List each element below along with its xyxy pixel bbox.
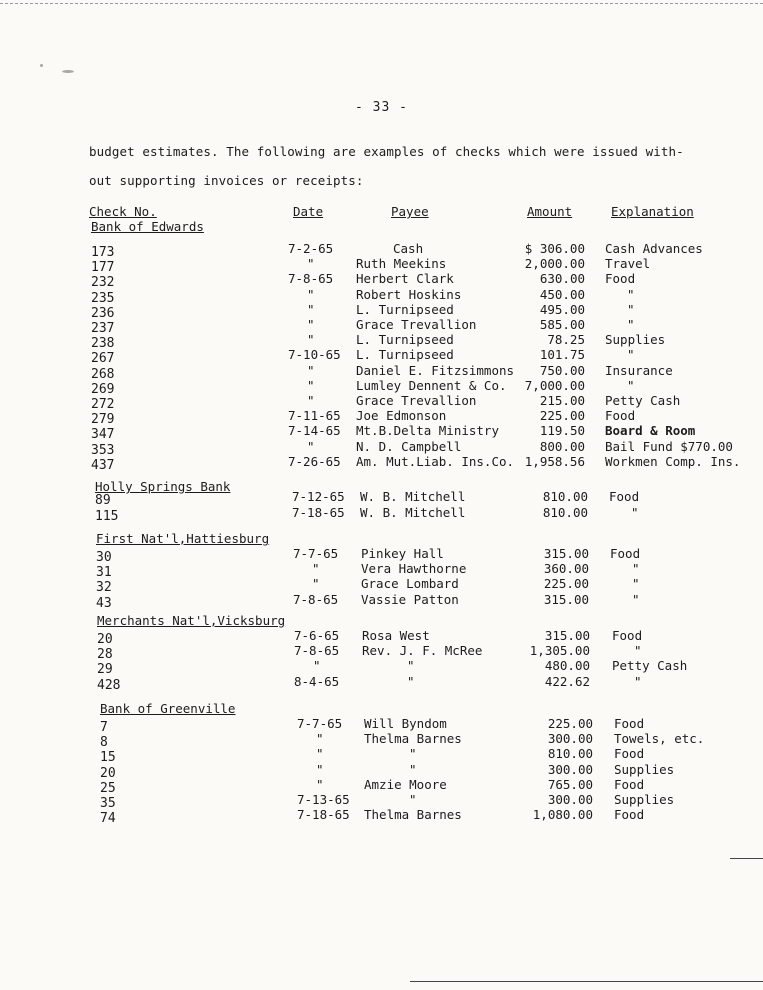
header-check-no: Check No. [89, 204, 157, 219]
check-number: 7 [100, 720, 108, 735]
check-amount: 2,000.00 [524, 256, 585, 272]
edge-mark [730, 858, 763, 859]
explanation: Food [610, 546, 641, 561]
table-row [0, 716, 763, 735]
check-date: " [307, 256, 315, 272]
payee-name: Thelma Barnes [364, 731, 462, 747]
header-amount: Amount [527, 204, 573, 219]
bank-name: First Nat'l,Hattiesburg [96, 531, 270, 546]
check-number: 30 [96, 550, 112, 565]
payee-name: Vera Hawthorne [361, 561, 467, 577]
check-amount: 300.00 [547, 792, 593, 807]
table-row [0, 241, 763, 260]
payee-name: N. D. Campbell [356, 438, 462, 454]
payee-name: Will Byndom [364, 716, 447, 731]
check-date: 7-7-65 [297, 716, 343, 731]
payee-name: Cash [393, 241, 424, 256]
check-amount: 585.00 [539, 317, 585, 332]
table-row [0, 393, 763, 412]
explanation: Food [614, 807, 645, 823]
table-row [0, 505, 763, 524]
check-date: " [307, 286, 315, 302]
bank-name: Bank of Edwards [91, 219, 204, 234]
table-row [0, 408, 763, 428]
table-row [0, 731, 763, 751]
smudge-mark [62, 70, 74, 73]
check-date: 7-18-65 [297, 807, 350, 823]
explanation: Petty Cash [612, 658, 688, 674]
check-number: 8 [100, 735, 108, 751]
check-date: 7-7-65 [293, 546, 339, 561]
check-number: 115 [95, 509, 119, 524]
check-number: 28 [97, 647, 113, 663]
check-date: " [312, 576, 320, 592]
payee-name: Rosa West [362, 628, 430, 643]
explanation: Food [614, 776, 645, 792]
check-date: 7-13-65 [297, 792, 350, 807]
explanation: Food [605, 408, 636, 424]
explanation: Travel [605, 256, 651, 272]
check-number: 29 [97, 662, 113, 678]
table-row [0, 673, 763, 693]
payee-name: " [409, 761, 417, 777]
check-amount: 495.00 [539, 301, 585, 317]
check-date: " [316, 731, 324, 747]
table-row [0, 792, 763, 811]
payee-name: Pinkey Hall [361, 546, 444, 561]
check-number: 32 [96, 580, 112, 596]
explanation: " [631, 505, 639, 520]
explanation: " [627, 301, 635, 317]
check-number: 236 [91, 305, 115, 321]
table-row [0, 271, 763, 291]
bank-name: Merchants Nat'l,Vicksburg [97, 613, 286, 628]
check-amount: 750.00 [539, 362, 585, 378]
payee-name: Ruth Meekins [356, 256, 447, 272]
explanation: Food [612, 628, 643, 643]
check-number: 43 [96, 595, 112, 611]
check-number: 437 [91, 457, 115, 473]
explanation: Food [614, 746, 645, 762]
payee-name: W. B. Mitchell [360, 505, 466, 520]
payee-name: " [407, 658, 415, 674]
table-row [0, 658, 763, 678]
check-number: 15 [100, 750, 116, 766]
explanation: " [632, 591, 640, 607]
payee-name: Lumley Dennent & Co. [356, 377, 507, 393]
explanation: " [627, 286, 635, 302]
bottom-edge-line [410, 981, 763, 982]
header-explanation: Explanation [611, 204, 694, 219]
check-number: 89 [95, 493, 111, 508]
check-amount: 225.00 [539, 408, 585, 424]
payee-name: L. Turnipseed [356, 332, 454, 348]
check-date: 8-4-65 [294, 673, 340, 689]
bank-name: Holly Springs Bank [95, 479, 231, 494]
payee-name: " [409, 746, 417, 762]
check-number: 20 [100, 765, 116, 781]
check-number: 232 [91, 275, 115, 291]
check-amount: 810.00 [547, 746, 593, 762]
check-date: 7-6-65 [294, 628, 340, 643]
check-date: 7-12-65 [292, 489, 345, 504]
check-amount: 765.00 [547, 776, 593, 792]
payee-name: L. Turnipseed [356, 301, 454, 317]
check-date: 7-14-65 [288, 423, 341, 439]
check-number: 31 [96, 565, 112, 581]
explanation: " [627, 317, 635, 332]
table-row [0, 301, 763, 321]
check-amount: 7,000.00 [524, 377, 585, 393]
table-row [0, 628, 763, 647]
check-amount: 119.50 [539, 423, 585, 439]
payee-name: " [407, 673, 415, 689]
table-row [0, 286, 763, 306]
check-date: " [307, 438, 315, 454]
table-row [0, 643, 763, 663]
check-number: 177 [91, 260, 115, 276]
check-amount: 215.00 [539, 393, 585, 408]
explanation: " [632, 576, 640, 592]
table-row [0, 746, 763, 766]
check-date: " [316, 776, 324, 792]
check-amount: $ 306.00 [524, 241, 585, 256]
explanation: Petty Cash [605, 393, 681, 408]
explanation: " [627, 377, 635, 393]
check-date: 7-8-65 [293, 591, 339, 607]
table-row [0, 423, 763, 443]
payee-name: Thelma Barnes [364, 807, 462, 823]
table-row [0, 362, 763, 382]
explanation: Food [614, 716, 645, 731]
payee-name: W. B. Mitchell [360, 489, 466, 504]
check-date: " [307, 332, 315, 348]
payee-name: Rev. J. F. McRee [362, 643, 483, 659]
check-amount: 450.00 [539, 286, 585, 302]
explanation: Workmen Comp. Ins. [605, 453, 741, 469]
check-number: 74 [100, 811, 116, 827]
payee-name: Daniel E. Fitzsimmons [356, 362, 515, 378]
explanation: Towels, etc. [614, 731, 705, 747]
check-date: " [307, 362, 315, 378]
explanation: " [634, 643, 642, 659]
check-amount: 1,958.56 [524, 453, 585, 469]
check-number: 235 [91, 290, 115, 306]
intro-line-2: out supporting invoices or receipts: [89, 173, 364, 188]
check-date: " [307, 377, 315, 393]
check-amount: 1,080.00 [532, 807, 593, 823]
check-amount: 315.00 [543, 591, 589, 607]
table-row [0, 256, 763, 276]
check-amount: 315.00 [544, 628, 590, 643]
explanation: " [627, 347, 635, 363]
explanation: Food [609, 489, 640, 504]
check-amount: 300.00 [547, 761, 593, 777]
payee-name: " [409, 792, 417, 807]
check-number: 269 [91, 381, 115, 397]
check-date: " [313, 658, 321, 674]
check-amount: 78.25 [547, 332, 585, 348]
check-number: 238 [91, 336, 115, 352]
table-row [0, 591, 763, 611]
check-date: " [316, 761, 324, 777]
check-amount: 810.00 [542, 505, 588, 520]
check-date: 7-10-65 [288, 347, 341, 363]
check-amount: 315.00 [543, 546, 589, 561]
table-row [0, 317, 763, 336]
check-number: 268 [91, 366, 115, 382]
explanation: Food [605, 271, 636, 287]
check-amount: 225.00 [547, 716, 593, 731]
check-number: 20 [97, 632, 113, 647]
payee-name: Grace Trevallion [356, 393, 477, 408]
payee-name: Joe Edmonson [356, 408, 447, 424]
check-date: 7-8-65 [294, 643, 340, 659]
check-date: " [316, 746, 324, 762]
check-amount: 101.75 [539, 347, 585, 363]
explanation: Insurance [605, 362, 673, 378]
check-date: " [307, 317, 315, 332]
explanation: Supplies [605, 332, 666, 348]
table-row [0, 453, 763, 473]
check-number: 428 [97, 677, 121, 693]
check-date: " [307, 393, 315, 408]
table-row [0, 347, 763, 367]
bank-name: Bank of Greenville [100, 701, 236, 716]
check-amount: 480.00 [544, 658, 590, 674]
explanation: Bail Fund $770.00 [605, 438, 733, 454]
payee-name: L. Turnipseed [356, 347, 454, 363]
explanation: " [632, 561, 640, 577]
check-amount: 422.62 [544, 673, 590, 689]
check-date: 7-8-65 [288, 271, 334, 287]
table-row [0, 546, 763, 565]
check-date: 7-18-65 [292, 505, 345, 520]
payee-name: Vassie Patton [361, 591, 459, 607]
payee-name: Mt.B.Delta Ministry [356, 423, 499, 439]
header-payee: Payee [391, 204, 429, 219]
check-number: 272 [91, 397, 115, 412]
payee-name: Robert Hoskins [356, 286, 462, 302]
table-row [0, 776, 763, 796]
explanation: Supplies [614, 792, 675, 807]
explanation: Cash Advances [605, 241, 703, 256]
check-amount: 1,305.00 [529, 643, 590, 659]
check-number: 347 [91, 427, 115, 443]
table-row [0, 489, 763, 508]
explanation: Supplies [614, 761, 675, 777]
intro-line-1: budget estimates. The following are examples of checks which were issued with- [89, 144, 684, 159]
check-amount: 300.00 [547, 731, 593, 747]
payee-name: Amzie Moore [364, 776, 447, 792]
payee-name: Am. Mut.Liab. Ins.Co. [356, 453, 515, 469]
check-number: 279 [91, 412, 115, 428]
payee-name: Herbert Clark [356, 271, 454, 287]
check-date: " [312, 561, 320, 577]
check-amount: 810.00 [542, 489, 588, 504]
page-number: - 33 - [355, 100, 408, 115]
table-row [0, 377, 763, 397]
check-amount: 360.00 [543, 561, 589, 577]
check-amount: 630.00 [539, 271, 585, 287]
payee-name: Grace Trevallion [356, 317, 477, 332]
explanation: " [634, 673, 642, 689]
check-number: 25 [100, 780, 116, 796]
check-date: 7-26-65 [288, 453, 341, 469]
check-date: 7-11-65 [288, 408, 341, 424]
check-number: 237 [91, 321, 115, 336]
payee-name: Grace Lombard [361, 576, 459, 592]
check-number: 353 [91, 442, 115, 458]
table-row [0, 438, 763, 458]
table-row [0, 561, 763, 581]
explanation: Board & Room [605, 423, 696, 439]
table-row [0, 807, 763, 827]
check-number: 267 [91, 351, 115, 367]
check-date: " [307, 301, 315, 317]
check-amount: 800.00 [539, 438, 585, 454]
check-number: 35 [100, 796, 116, 811]
table-row [0, 576, 763, 596]
check-amount: 225.00 [543, 576, 589, 592]
header-date: Date [293, 204, 324, 219]
table-row [0, 761, 763, 781]
smudge-mark [40, 64, 43, 67]
table-row [0, 332, 763, 352]
check-number: 173 [91, 245, 115, 260]
check-date: 7-2-65 [288, 241, 334, 256]
top-edge-dashes [0, 3, 763, 4]
